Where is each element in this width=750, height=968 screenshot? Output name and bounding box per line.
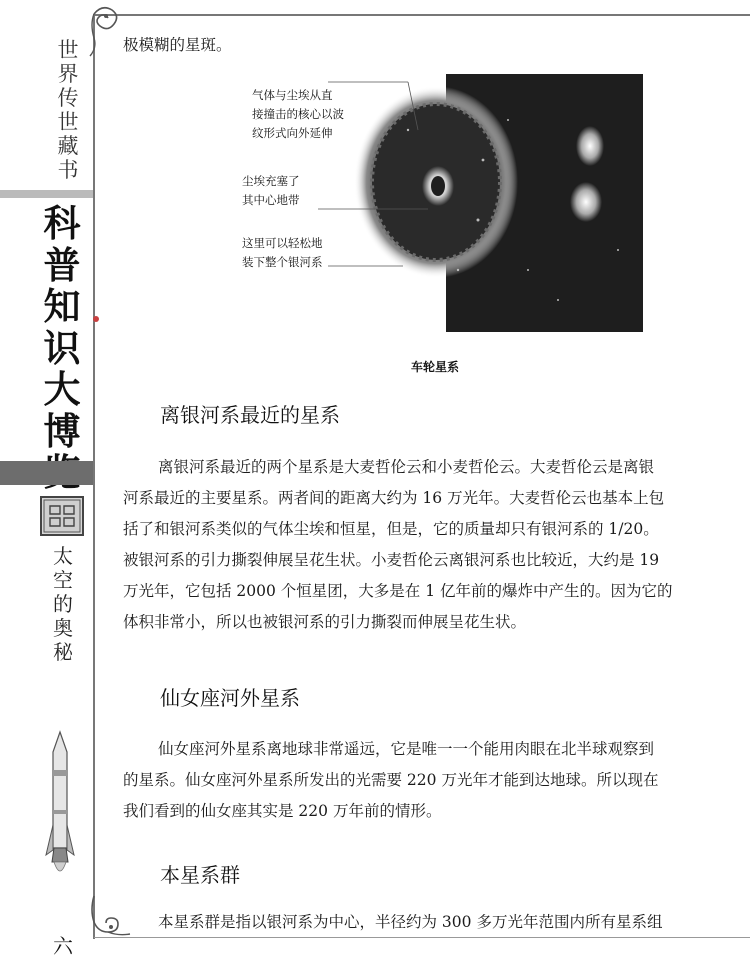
paragraph-line: 仙女座河外星系离地球非常遥远，它是唯一一个能用肉眼在北半球观察到 [158, 740, 655, 758]
chapter-title-char: 空 [53, 568, 73, 592]
section-heading: 仙女座河外星系 [160, 686, 300, 710]
section-heading: 本星系群 [160, 863, 240, 887]
callout-line: 其中心地带 [242, 193, 300, 207]
sidebar-rule [93, 14, 95, 939]
sidebar-band [0, 461, 94, 485]
corner-ornament-icon [78, 890, 133, 945]
book-title [42, 203, 82, 494]
paragraph-line: 河系最近的主要星系。两者间的距离大约为 16 万光年。大麦哲伦云也基本上包 [123, 489, 665, 507]
chapter-title-char: 的 [53, 592, 73, 616]
series-title-char: 传 [57, 86, 79, 110]
rocket-icon [40, 730, 80, 880]
chapter-title-char: 太 [53, 544, 73, 568]
top-rule [94, 14, 750, 16]
callout-line: 尘埃充塞了 [242, 174, 300, 188]
corner-ornament-icon [70, 0, 130, 60]
chapter-title-char: 秘 [53, 640, 73, 664]
section-heading: 离银河系最近的星系 [160, 403, 340, 427]
book-title-char: 大 [43, 368, 81, 411]
book-title-char: 博 [43, 409, 81, 453]
seal-stamp [40, 496, 84, 536]
intro-line: 极模糊的星斑。 [123, 36, 232, 54]
series-title-char: 世 [57, 38, 79, 62]
paragraph-line: 万光年，它包括 2000 个恒星团，大多是在 1 亿年前的爆炸中产生的。因为它的 [123, 582, 673, 600]
callout-line: 接撞击的核心以波 [252, 107, 344, 121]
page-number: 六 [53, 934, 73, 958]
paragraph-line: 我们看到的仙女座其实是 220 万年前的情形。 [123, 802, 442, 820]
book-title-char: 普 [43, 243, 81, 287]
figure-caption: 车轮星系 [410, 360, 459, 374]
callout-line: 纹形式向外延伸 [252, 126, 333, 140]
book-title-char: 知 [43, 285, 81, 328]
margin-mark [93, 316, 99, 322]
paragraph-line: 本星系群是指以银河系为中心，半径约为 300 多万光年范围内所有星系组 [158, 913, 663, 931]
series-title-char: 书 [57, 158, 79, 182]
paragraph-line: 的星系。仙女座河外星系所发出的光需要 220 万光年才能到达地球。所以现在 [123, 771, 659, 789]
callout-line: 这里可以轻松地 [242, 236, 323, 250]
paragraph-line: 括了和银河系类似的气体尘埃和恒星，但是，它的质量却只有银河系的 1/20。 [123, 520, 659, 538]
sidebar [0, 0, 94, 968]
callout-ripples [252, 86, 344, 143]
series-title-char: 藏 [57, 134, 79, 158]
callout-line: 气体与尘埃从直 [252, 88, 333, 102]
chapter-title-char: 奥 [53, 616, 73, 640]
callout-dust [242, 172, 300, 210]
paragraph-line: 离银河系最近的两个星系是大麦哲伦云和小麦哲伦云。大麦哲伦云是离银 [158, 458, 655, 476]
chapter-title [50, 544, 76, 664]
galaxy-figure [228, 70, 643, 332]
callout-line: 装下整个银河系 [242, 255, 323, 269]
paragraph-line: 被银河系的引力撕裂伸展呈花生状。小麦哲伦云离银河系也比较近，大约是 19 [123, 551, 660, 569]
series-title-char: 世 [57, 110, 79, 134]
book-title-char: 识 [43, 326, 81, 370]
paragraph-line: 体积非常小，所以也被银河系的引力撕裂而伸展呈花生状。 [123, 613, 527, 631]
seal-icon [42, 498, 82, 534]
book-title-char: 科 [43, 202, 81, 245]
sidebar-divider [0, 190, 94, 198]
series-title-char: 界 [57, 62, 79, 86]
callout-milkyway [242, 234, 323, 272]
